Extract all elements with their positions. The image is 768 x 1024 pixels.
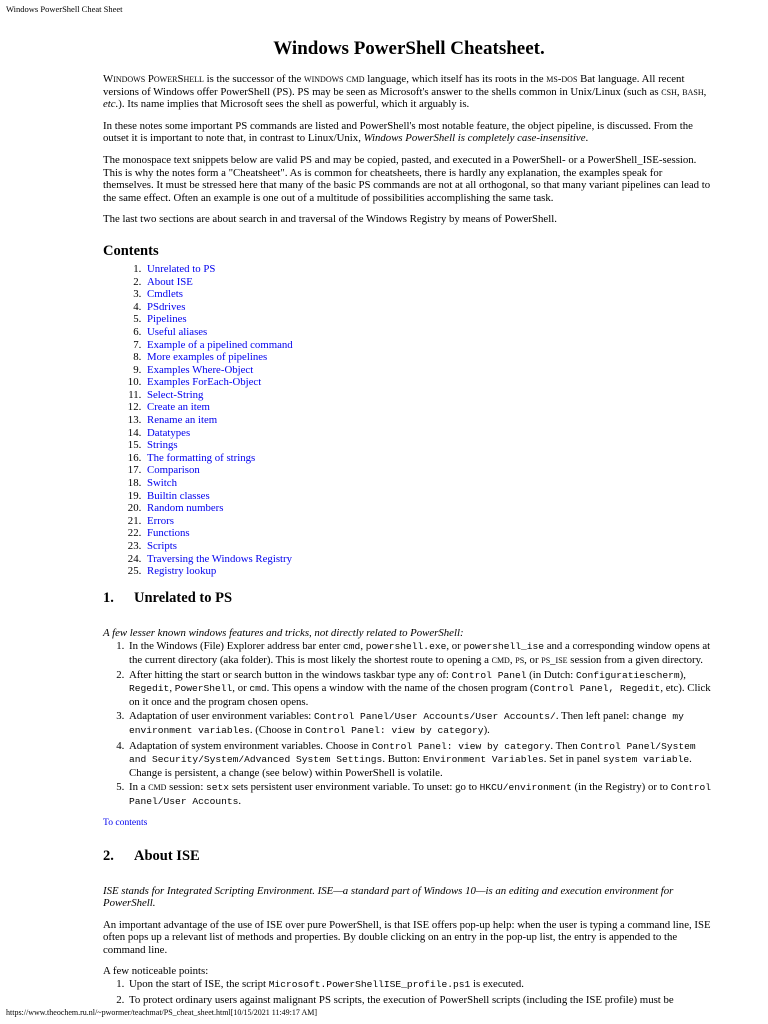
toc-link-strings[interactable]: Strings (147, 439, 178, 452)
print-header: Windows PowerShell Cheat Sheet (6, 4, 123, 14)
toc-link-errors[interactable]: Errors (147, 514, 174, 527)
toc-link-more-examples-pipelines[interactable]: More examples of pipelines (147, 351, 268, 364)
intro-paragraph-3: The monospace text snippets below are valid PS and may be copied, pasted, and executed in a PowerShell- or a PowerShell_ISE-session. This is why the notes form a "Cheatsheet". As is common for cheatsheets, there is hardly any explanation, the examples speak for themselves. It must be stressed here that many of the basic PS commands are not at all orthogonal, so that many variant pipelines can lead to the same effect. Often an example is one out of a multitude of possibilities accomplishing the same task. (103, 153, 711, 204)
list-item: 2. To protect ordinary users against malignant PS scripts, the execution of PowerShell scripts (including the ISE profile) must be (127, 994, 715, 1007)
toc-item (144, 540, 715, 553)
to-contents-link[interactable]: To contents (103, 816, 148, 828)
toc-link-unrelated-to-ps[interactable]: Unrelated to PS (147, 262, 216, 275)
section-2-heading: 2. About ISE (103, 847, 200, 864)
toc-link-comparison[interactable]: Comparison (147, 464, 200, 477)
toc-link-pipelines[interactable]: Pipelines (147, 313, 187, 326)
toc-link-psdrives[interactable]: PSdrives (147, 300, 186, 313)
toc-item (144, 490, 715, 503)
toc-item (144, 477, 715, 490)
toc-item (144, 389, 715, 402)
toc-link-switch[interactable]: Switch (147, 477, 177, 490)
intro-paragraph-1: Windows PowerShell is the successor of the windows cmd language, which itself has its roots in the ms-dos Bat language. All recent versions of Windows offer PowerShell (PS). PS may be seen as Microsoft's answer to the shells common in Unix/Linux (such as csh, bash, etc.). Its name implies that Microsoft sees the shell as powerful, which it arguably is. (103, 73, 707, 111)
toc-item (144, 464, 715, 477)
list-item: 4. Adaptation of system environment variables. Choose in Control Panel: view by category. Then Control Panel/System and Security/System/Advanced System Settings. Button: Environment Variables. Set in panel system variable. Change is persistent, a change (see below) within PowerShell is volatile. (127, 740, 715, 780)
toc-item (144, 414, 715, 427)
section-2-list (103, 978, 715, 1006)
toc-item (144, 288, 715, 301)
section-2-points-label: A few noticeable points: (103, 965, 209, 978)
toc-item (144, 527, 715, 540)
toc-link-cmdlets[interactable]: Cmdlets (147, 288, 183, 301)
toc-link-useful-aliases[interactable]: Useful aliases (147, 325, 208, 338)
toc-item (144, 339, 715, 352)
list-item: 5. In a cmd session: setx sets persistent user environment variable. To unset: go to HKCU/environment (in the Registry) or to Control Panel/User Accounts. (127, 781, 715, 808)
contents-heading: Contents (103, 242, 159, 259)
section-2-paragraph: An important advantage of the use of ISE over pure PowerShell, is that ISE offers pop-up help: when the user is typing a command line, ISE often pops up a relevant list of methods and properties. By double clicking on an entry in the pop-up list, the entry is appended to the command line. (103, 918, 711, 956)
toc-link-create-an-item[interactable]: Create an item (147, 401, 210, 414)
list-item: 1. In the Windows (File) Explorer address bar enter cmd, powershell.exe, or powershell_ise and a corresponding window opens at the current directory (aka folder). This is most likely the shortest route to opening a cmd, ps, or ps_ise session from a given directory. (127, 640, 715, 666)
intro-paragraph-4: The last two sections are about search in and traversal of the Windows Registry by means of PowerShell. (103, 213, 557, 226)
toc-link-select-string[interactable]: Select-String (147, 388, 204, 401)
toc-item (144, 565, 715, 578)
list-item: 2. After hitting the start or search button in the windows taskbar type any of: Control Panel (in Dutch: Configuratiescherm), Regedit, PowerShell, or cmd. This opens a window with the name of the chosen program (Control Panel, Regedit, etc). Click on it once and the program chosen opens. (127, 669, 715, 709)
toc-link-registry-lookup[interactable]: Registry lookup (147, 565, 217, 578)
toc-link-datatypes[interactable]: Datatypes (147, 426, 191, 439)
intro-paragraph-2: In these notes some important PS commands are listed and PowerShell's most notable feature, the object pipeline, is discussed. From the outset it is important to note that, in contrast to Linux/Unix, Windows PowerShell is completely case-insensitive. (103, 119, 693, 145)
toc-link-rename-an-item[interactable]: Rename an item (147, 414, 218, 427)
section-1-heading: 1. Unrelated to PS (103, 589, 233, 606)
toc-link-functions[interactable]: Functions (147, 527, 190, 540)
section-2-intro: ISE stands for Integrated Scripting Environment. ISE—a standard part of Windows 10—is an editing and execution environment for PowerShell. (103, 884, 674, 910)
toc-link-random-numbers[interactable]: Random numbers (147, 502, 224, 515)
toc-item (144, 427, 715, 440)
toc-item (144, 502, 715, 515)
print-footer: https://www.theochem.ru.nl/~pwormer/teachmat/PS_cheat_sheet.html[10/15/2021 11:49:17 AM] (6, 1008, 318, 1017)
toc-link-builtin-classes[interactable]: Builtin classes (147, 489, 210, 502)
toc-link-traversing-registry[interactable]: Traversing the Windows Registry (147, 552, 293, 565)
page-title: Windows PowerShell Cheatsheet. (273, 38, 545, 59)
toc-item (144, 263, 715, 276)
toc-link-formatting-of-strings[interactable]: The formatting of strings (147, 451, 256, 464)
toc-item (144, 439, 715, 452)
section-1-intro: A few lesser known windows features and tricks, not directly related to PowerShell: (103, 626, 464, 639)
toc-link-about-ise[interactable]: About ISE (147, 275, 193, 288)
document-body (103, 38, 715, 1014)
list-item: 3. Adaptation of user environment variables: Control Panel/User Accounts/User Accounts/. Then left panel: change my environment variables. (Choose in Control Panel: view by category). (127, 710, 715, 737)
toc-item (144, 452, 715, 465)
toc-item (144, 313, 715, 326)
toc-item (144, 364, 715, 377)
list-item: 1. Upon the start of ISE, the script Microsoft.PowerShellISE_profile.ps1 is executed. (127, 978, 715, 992)
toc-item (144, 276, 715, 289)
section-1-list (103, 640, 715, 808)
toc-link-example-pipelined-command[interactable]: Example of a pipelined command (147, 338, 293, 351)
toc-link-examples-where-object[interactable]: Examples Where-Object (147, 363, 254, 376)
toc-item (144, 351, 715, 364)
toc-link-examples-foreach-object[interactable]: Examples ForEach-Object (147, 376, 262, 389)
toc-item (144, 376, 715, 389)
toc-item (144, 553, 715, 566)
toc-item (144, 401, 715, 414)
toc-item (144, 326, 715, 339)
table-of-contents (103, 263, 715, 578)
toc-item (144, 301, 715, 314)
toc-link-scripts[interactable]: Scripts (147, 540, 177, 552)
toc-item (144, 515, 715, 528)
